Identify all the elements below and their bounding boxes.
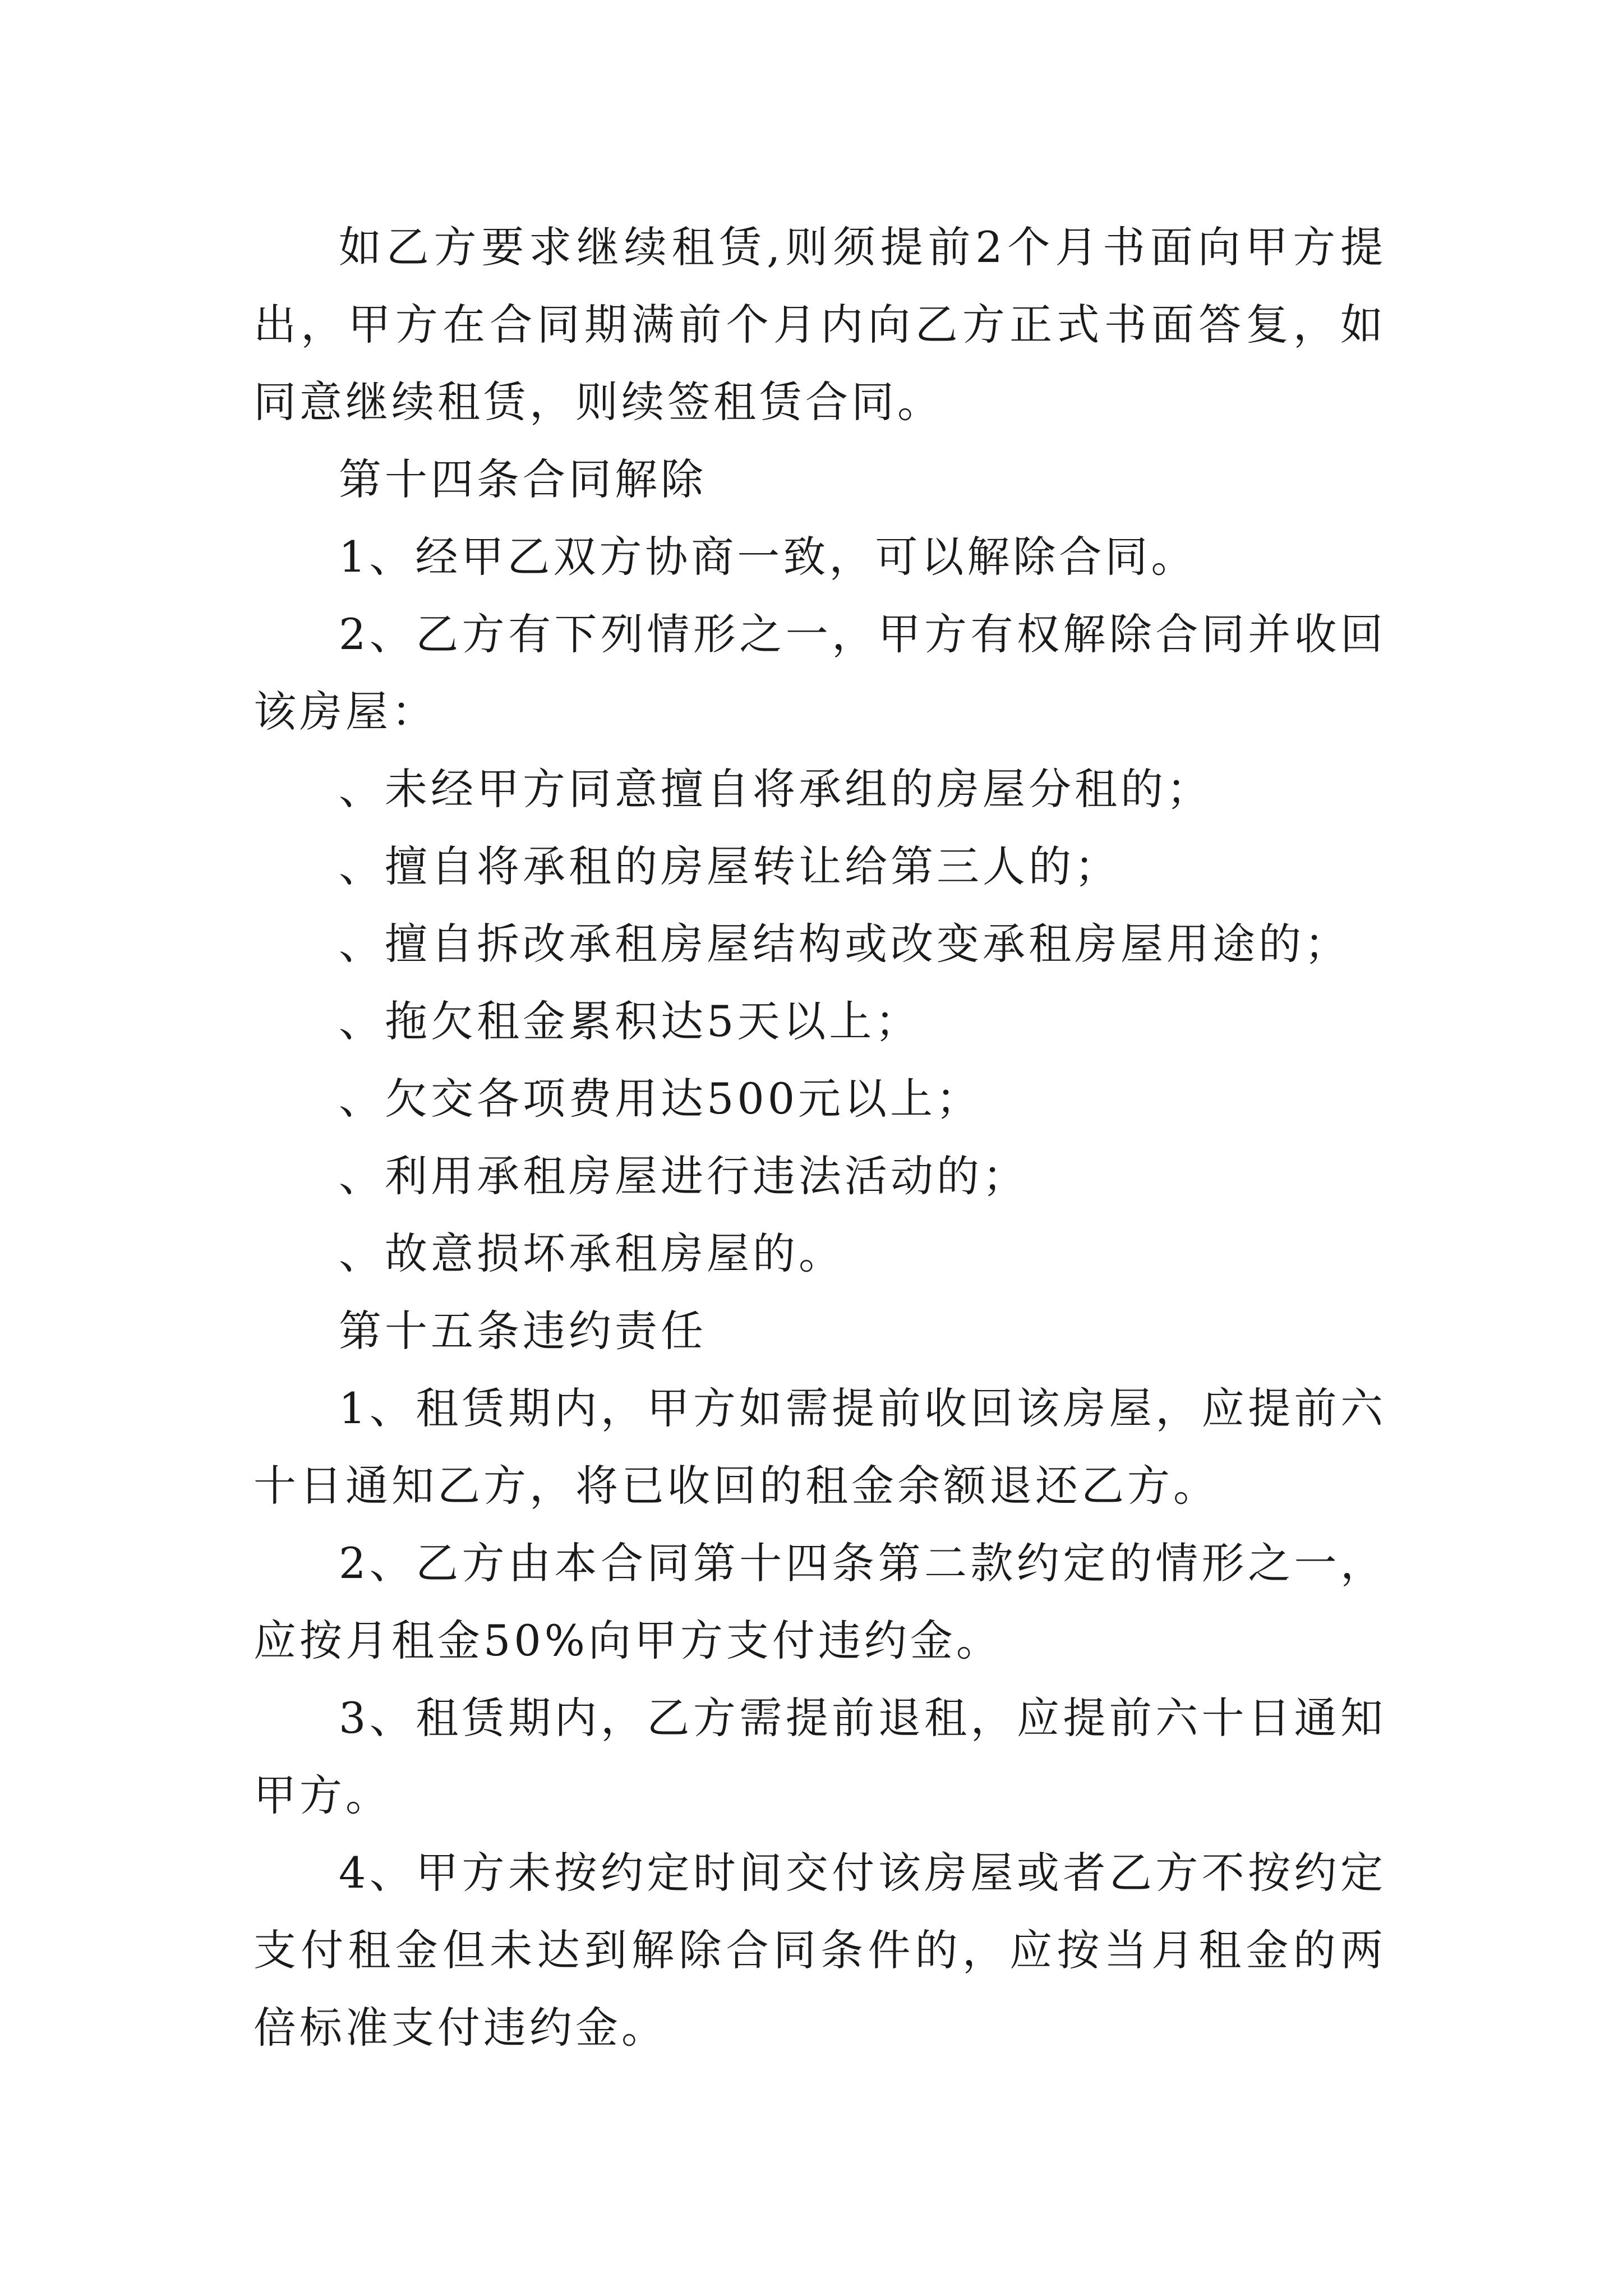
clause-14-2-item: 、故意损坏承租房屋的。 xyxy=(339,1228,845,1278)
clause-15-2: 2、乙方由本合同第十四条第二款约定的情形之一，应按月租金50%向甲方支付违约金。 xyxy=(253,1538,1386,1665)
clause-14-2-item: 、擅自将承租的房屋转让给第三人的； xyxy=(339,841,1121,891)
clause-14-1: 1、经甲乙双方协商一致，可以解除合同。 xyxy=(339,532,1197,582)
clause-14-2: 2、乙方有下列情形之一，甲方有权解除合同并收回该房屋： xyxy=(253,609,1386,737)
document-body xyxy=(253,209,1386,2067)
clause-14-2-item: 、擅自拆改承租房屋结构或改变承租房屋用途的； xyxy=(339,919,1350,969)
heading-article-15: 第十五条违约责任 xyxy=(339,1306,707,1356)
clause-14-2-item: 、利用承租房屋进行违法活动的； xyxy=(339,1151,1029,1201)
clause-15-3: 3、租赁期内，乙方需提前退租，应提前六十日通知甲方。 xyxy=(253,1693,1386,1820)
clause-14-2-item: 、欠交各项费用达500元以上； xyxy=(339,1074,983,1124)
clause-15-1: 1、租赁期内，甲方如需提前收回该房屋，应提前六十日通知乙方，将已收回的租金余额退还乙方。 xyxy=(253,1383,1386,1511)
paragraph-renewal: 如乙方要求继续租赁,则须提前2个月书面向甲方提出，甲方在合同期满前个月内向乙方正式书面答复，如同意继续租赁，则续签租赁合同。 xyxy=(253,222,1386,427)
clause-14-2-item: 、未经甲方同意擅自将承组的房屋分租的； xyxy=(339,764,1212,814)
clause-14-2-item: 、拖欠租金累积达5天以上； xyxy=(339,996,921,1046)
clause-15-4: 4、甲方未按约定时间交付该房屋或者乙方不按约定支付租金但未达到解除合同条件的，应按当月租金的两倍标准支付违约金。 xyxy=(253,1848,1386,2053)
heading-article-14: 第十四条合同解除 xyxy=(339,454,707,504)
